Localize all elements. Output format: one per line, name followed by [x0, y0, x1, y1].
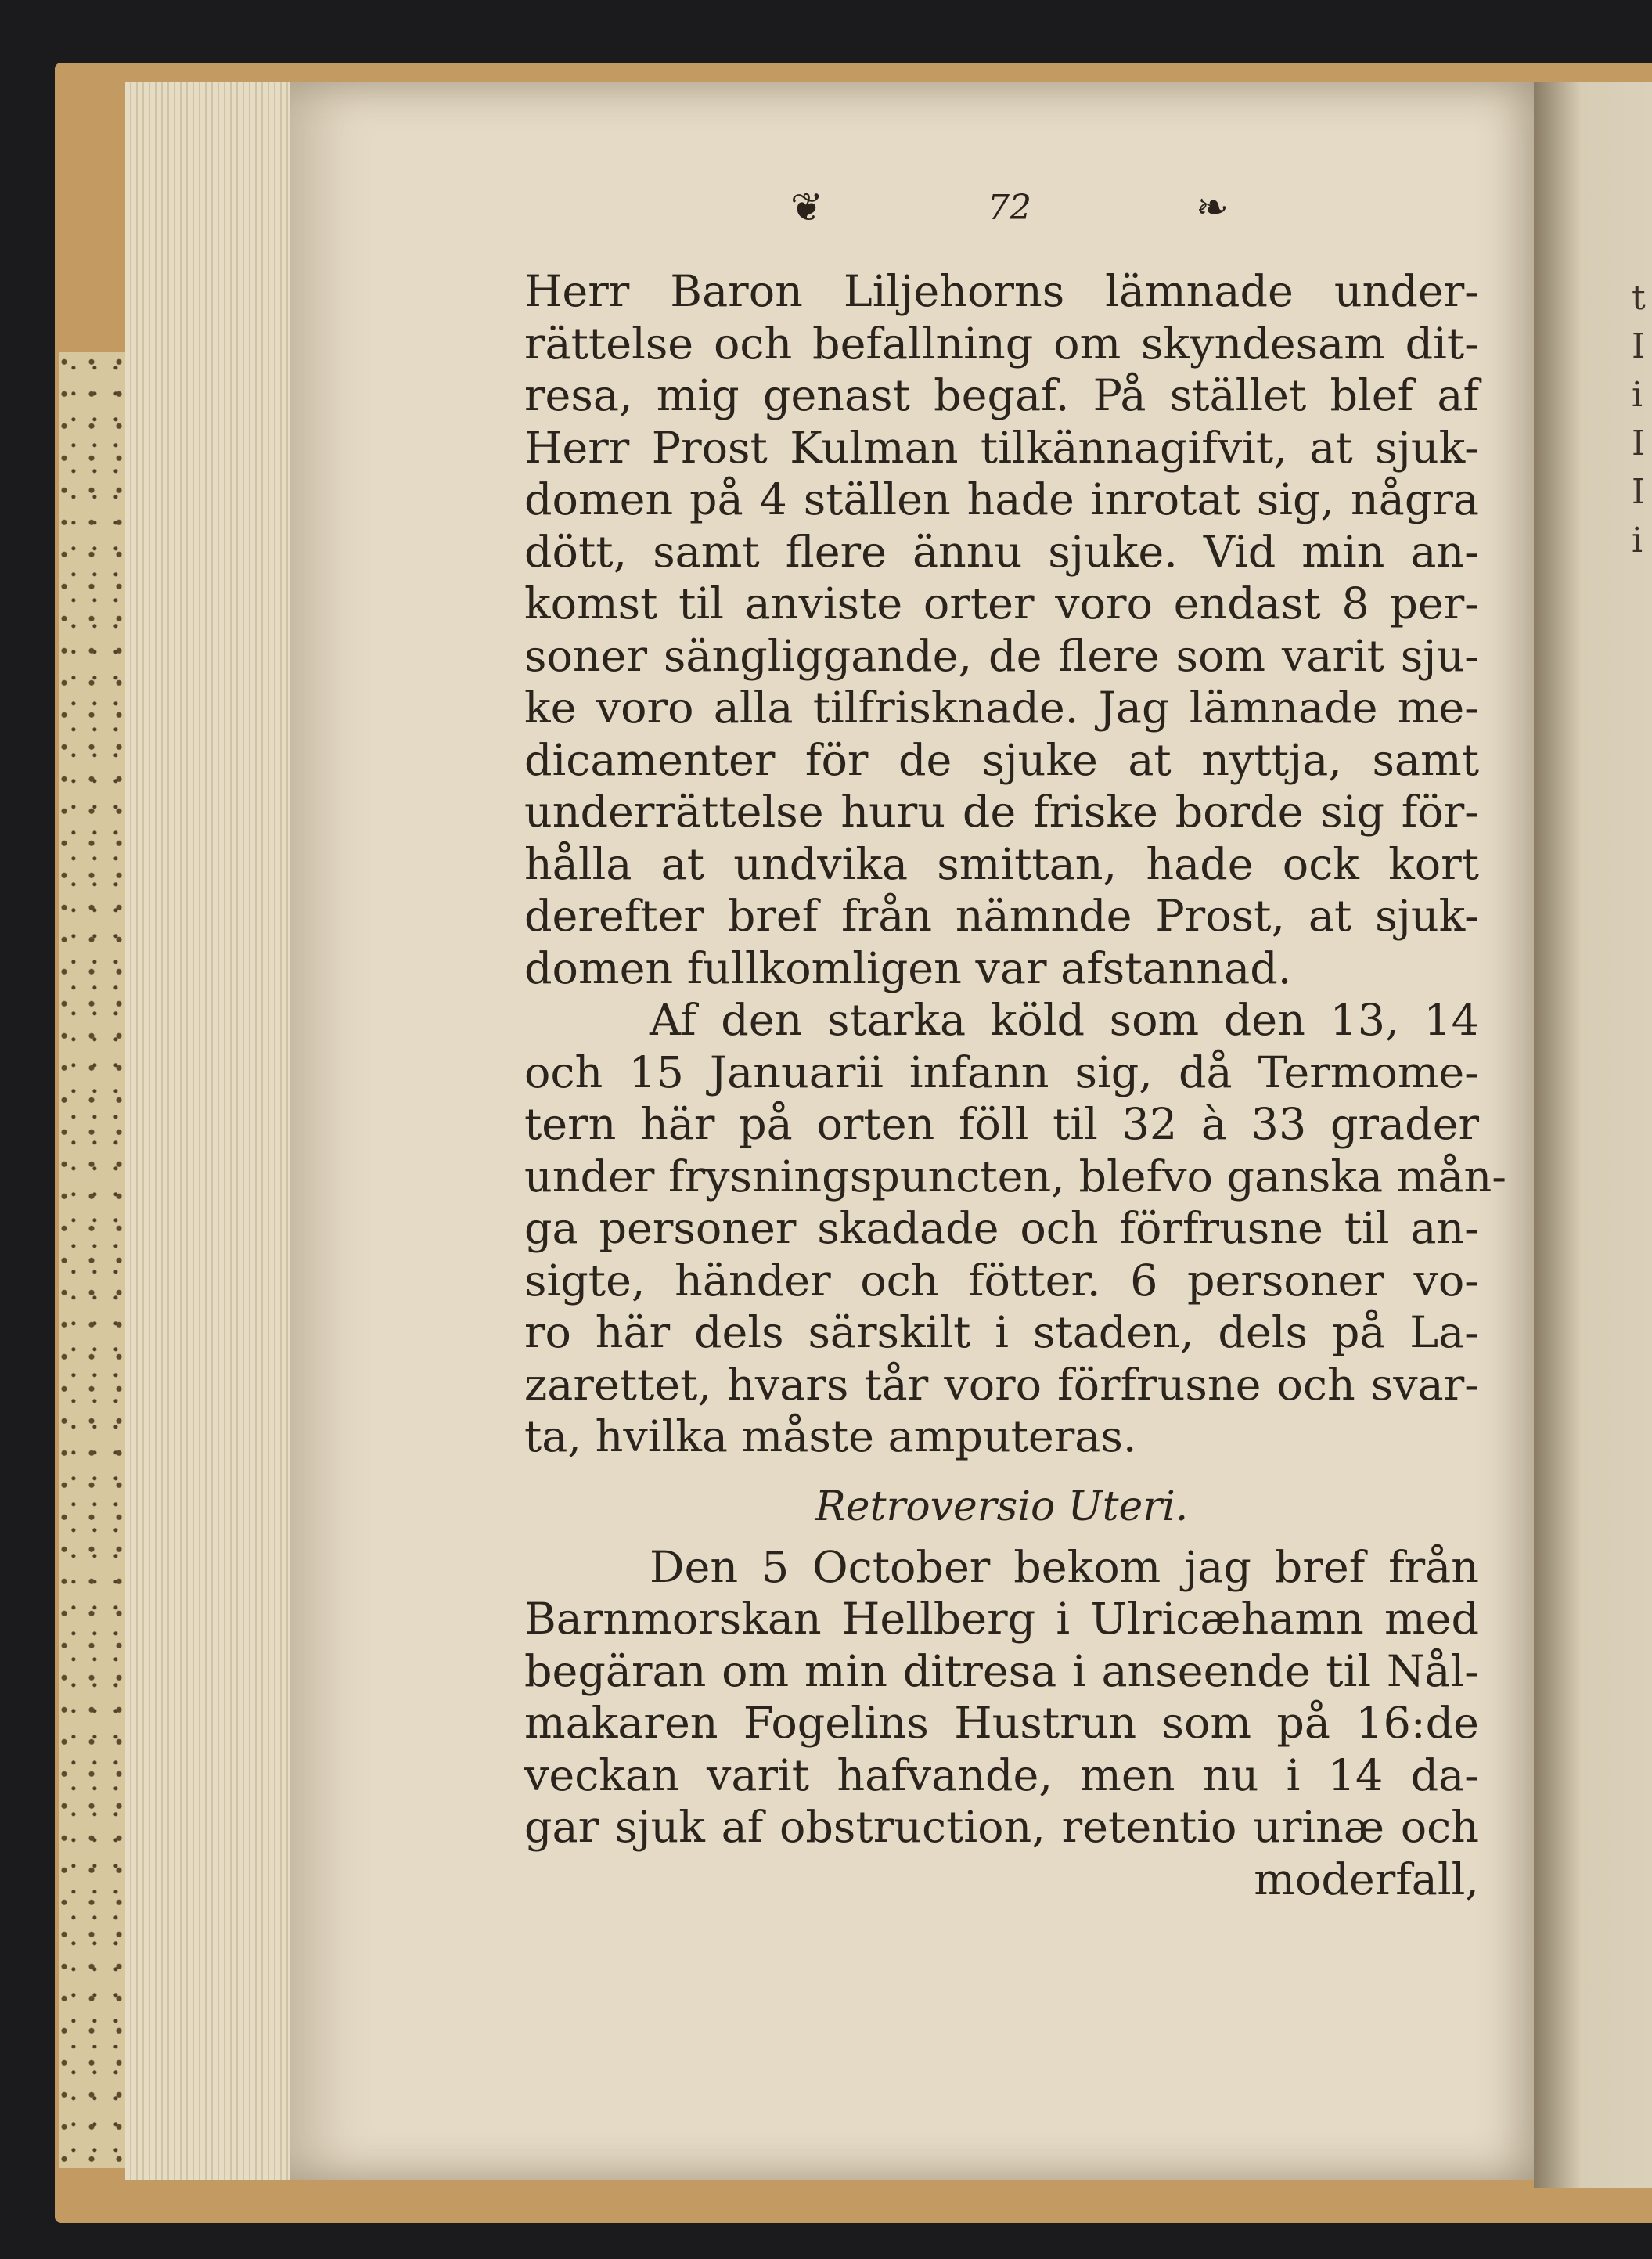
text-line: Barnmorskan Hellberg i Ulricæhamn med — [524, 1594, 1479, 1645]
page-edges — [125, 82, 297, 2180]
text-line: Herr Prost Kulman tilkännagifvit, at sjuk- — [524, 422, 1479, 474]
text-line: begäran om min ditresa i anseende til Nål- — [524, 1645, 1479, 1697]
text-line: underrättelse huru de friske borde sig för- — [524, 787, 1479, 838]
facing-letter: i — [1632, 521, 1643, 560]
text-line: zarettet, hvars tår voro förfrusne och svar- — [524, 1359, 1479, 1411]
text-line: ro här dels särskilt i staden, dels på La- — [524, 1307, 1479, 1358]
facing-letter: I — [1632, 326, 1646, 366]
text-line: rättelse och befallning om skyndesam dit- — [524, 318, 1479, 369]
page-header — [790, 180, 1229, 235]
catchword: moderfall, — [1254, 1854, 1479, 1905]
text-line: ga personer skadade och förfrusne til an- — [524, 1203, 1479, 1254]
body-text — [524, 266, 1506, 1906]
ornament-left-icon: ❦ — [790, 185, 823, 230]
text-line: domen på 4 ställen hade inrotat sig, några — [524, 474, 1479, 525]
text-line: och 15 Januarii infann sig, då Termome- — [524, 1047, 1479, 1098]
text-line: komst til anviste orter voro endast 8 per- — [524, 578, 1479, 629]
text-line: makaren Fogelins Hustrun som på 16:de — [524, 1698, 1479, 1749]
text-line: domen fullkomligen var afstannad. — [524, 942, 1292, 994]
text-line: Den 5 October bekom jag bref från — [650, 1541, 1479, 1593]
facing-letter: I — [1632, 423, 1646, 463]
facing-letter: i — [1632, 375, 1643, 415]
facing-page-letters — [1632, 274, 1652, 565]
facing-letter: t — [1632, 278, 1646, 318]
section-heading: Retroversio Uteri. — [815, 1483, 1189, 1530]
facing-letter: I — [1632, 472, 1646, 512]
text-line: Herr Baron Liljehorns lämnade under- — [524, 266, 1479, 317]
text-line: tern här på orten föll til 32 à 33 grader — [524, 1099, 1479, 1150]
text-line: gar sjuk af obstruction, retentio urinæ och — [524, 1802, 1479, 1853]
text-line: resa, mig genast begaf. På stället blef af — [524, 370, 1479, 421]
text-line: ta, hvilka måste amputeras. — [524, 1411, 1137, 1462]
ornament-right-icon: ❧ — [1196, 185, 1229, 230]
text-line: veckan varit hafvande, men nu i 14 da- — [524, 1749, 1479, 1801]
page-number: 72 — [988, 187, 1031, 228]
text-line: ke voro alla tilfrisknade. Jag lämnade me- — [524, 683, 1479, 733]
text-line: hålla at undvika smittan, hade ock kort — [524, 838, 1479, 890]
text-line: Af den starka köld som den 13, 14 — [650, 995, 1479, 1046]
text-line: sigte, händer och fötter. 6 personer vo- — [524, 1255, 1479, 1306]
text-line: soner sängliggande, de flere som varit sju- — [524, 630, 1479, 682]
text-line: dött, samt flere ännu sjuke. Vid min an- — [524, 526, 1479, 578]
text-line: under frysningspuncten, blefvo ganska mån- — [524, 1151, 1506, 1202]
text-line: dicamenter för de sjuke at nyttja, samt — [524, 734, 1479, 786]
text-line: derefter bref från nämnde Prost, at sjuk- — [524, 891, 1479, 942]
